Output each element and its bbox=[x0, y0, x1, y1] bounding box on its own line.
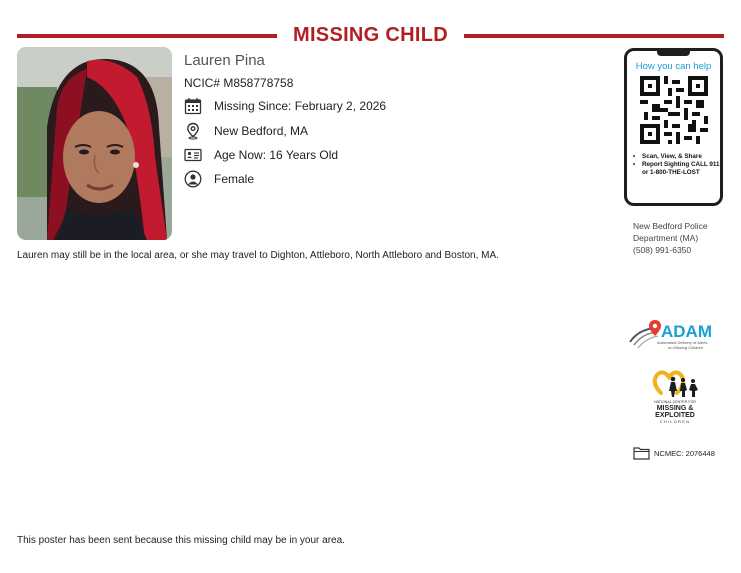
adam-logo bbox=[628, 318, 720, 354]
help-card-list bbox=[632, 153, 720, 177]
help-card-bullet: • Scan, View, & Share bbox=[632, 153, 720, 161]
age-now: Age Now: 16 Years Old bbox=[214, 148, 339, 162]
agency-contact bbox=[633, 220, 733, 256]
gender-row bbox=[184, 169, 255, 189]
adam-wordmark: ADAM bbox=[661, 322, 712, 341]
ncmec-line1: NATIONAL CENTER FOR bbox=[654, 400, 696, 404]
help-card-title: How you can help bbox=[635, 61, 712, 72]
ncic-number: NCIC# M858778758 bbox=[184, 76, 294, 90]
location: New Bedford, MA bbox=[214, 124, 309, 138]
phone-notch bbox=[657, 50, 690, 56]
id-card-icon bbox=[184, 146, 202, 164]
poster-footer: This poster has been sent because this missing child may be in your area. bbox=[17, 535, 345, 546]
adam-tagline-1: Automated Delivery of Alerts bbox=[657, 340, 708, 345]
age-row bbox=[184, 145, 339, 165]
ncmec-logo bbox=[645, 367, 705, 429]
header-rule-left bbox=[17, 34, 277, 38]
child-description: Lauren may still be in the local area, or she may travel to Dighton, Attleboro, North Attleboro and Boston, MA. bbox=[17, 250, 499, 261]
poster-title: MISSING CHILD bbox=[292, 24, 448, 46]
qr-code[interactable] bbox=[640, 76, 708, 144]
gender: Female bbox=[214, 172, 255, 186]
agency-name-line1: New Bedford Police bbox=[633, 221, 708, 231]
help-card-bullet: • Report Sighting CALL 911 or 1-800-THE-LOST bbox=[632, 161, 720, 177]
person-icon bbox=[184, 170, 202, 188]
calendar-icon bbox=[184, 97, 202, 115]
missing-since-row bbox=[184, 96, 387, 116]
ncmec-line4: CHILDREN bbox=[659, 420, 691, 424]
agency-name-line2: Department (MA) bbox=[633, 233, 699, 243]
ncmec-line2: MISSING & bbox=[656, 405, 694, 412]
header-rule-right bbox=[464, 34, 724, 38]
location-row bbox=[184, 121, 309, 141]
child-name: Lauren Pina bbox=[184, 52, 265, 69]
ncmec-number: NCMEC: 2076448 bbox=[654, 449, 715, 458]
help-card bbox=[624, 48, 723, 206]
ncmec-line3: EXPLOITED bbox=[655, 412, 695, 419]
folder-icon bbox=[633, 446, 650, 460]
adam-tagline-2: on Missing Children bbox=[668, 345, 704, 350]
missing-since: Missing Since: February 2, 2026 bbox=[214, 99, 387, 113]
location-pin-icon bbox=[184, 122, 202, 140]
child-photo bbox=[17, 47, 172, 240]
agency-phone[interactable]: (508) 991-6350 bbox=[633, 245, 692, 255]
